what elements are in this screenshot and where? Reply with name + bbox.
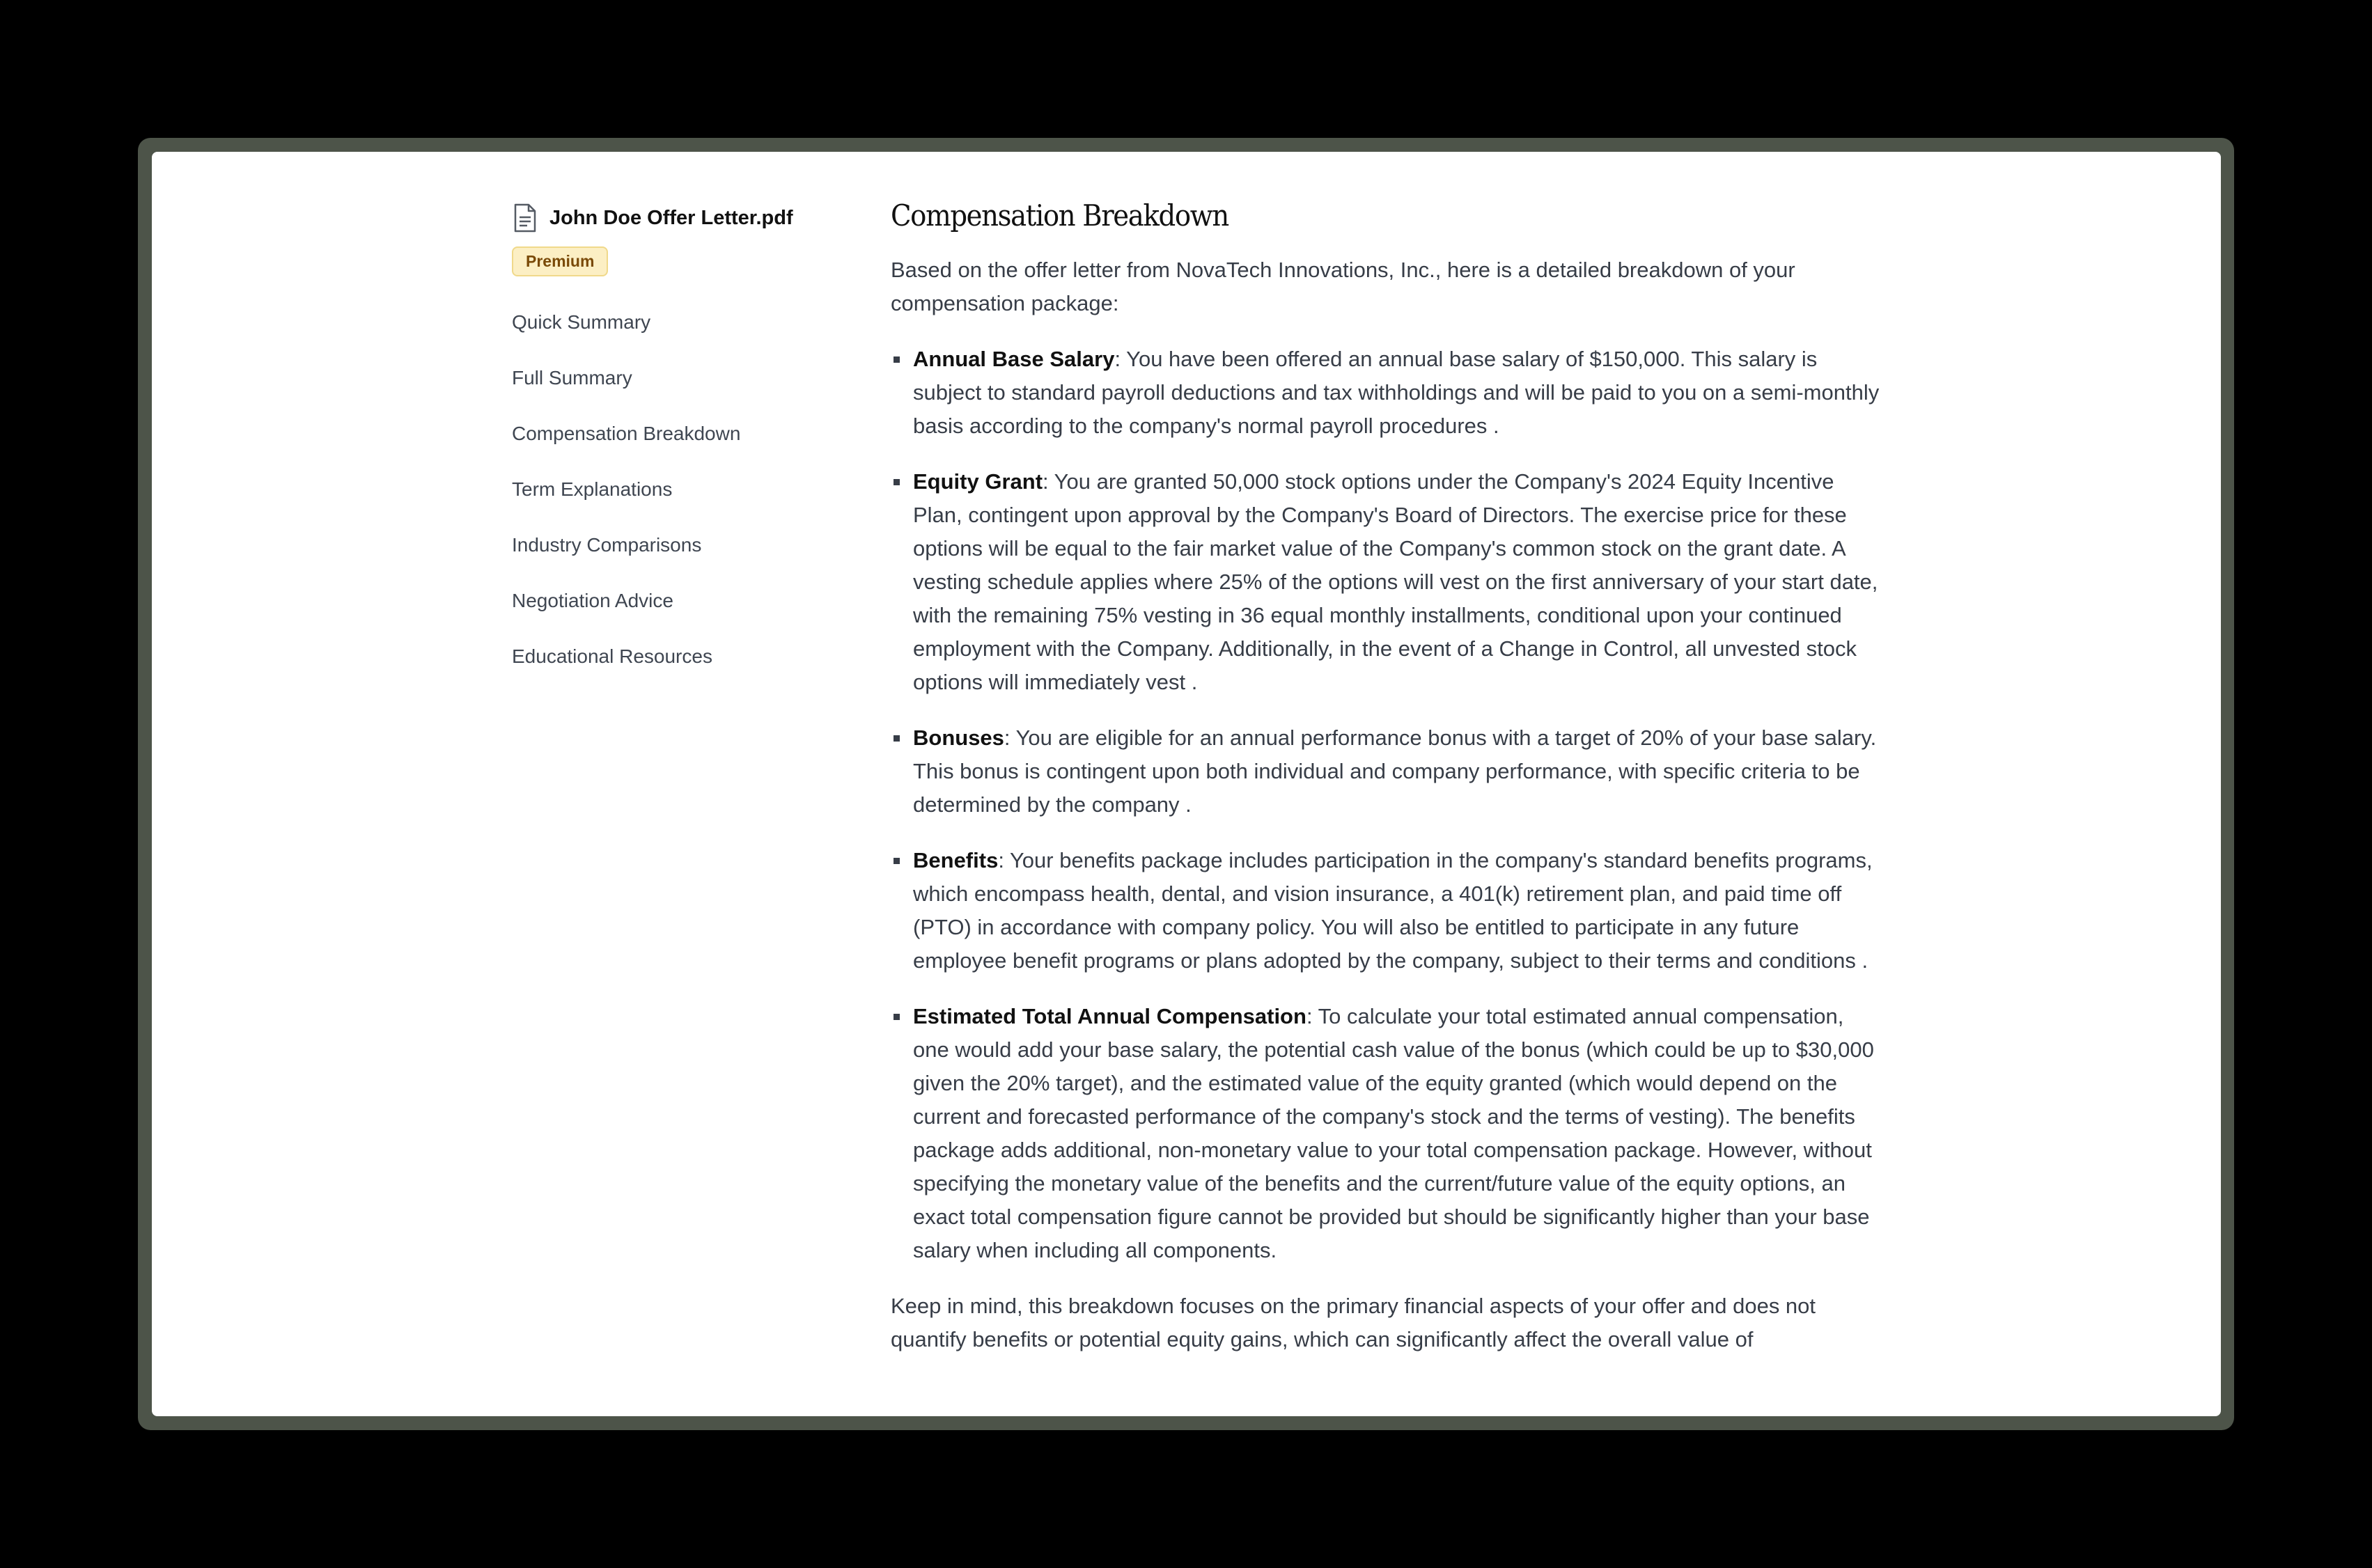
compensation-list — [891, 343, 1880, 1267]
section-nav — [512, 308, 874, 698]
nav-item-term-explanations[interactable]: Term Explanations — [512, 478, 673, 500]
page-title: Compensation Breakdown — [891, 198, 1228, 233]
bullet-text: : You are granted 50,000 stock options under the Company's 2024 Equity Incentive Plan, contingent upon approval by the Company's Board of Directors. The exercise price for these options will be equal to the fair market value of the Company's common stock on the grant date. A vesting schedule applies where 25% of the options will vest on the first anniversary of your start date, with the remaining 75% vesting in 36 equal monthly installments, conditional upon your continued employment with the Company. Additionally, in the event of a Change in Control, all unvested stock options will immediately vest . — [913, 469, 1878, 694]
nav-item-quick-summary[interactable]: Quick Summary — [512, 311, 651, 333]
list-item-base-salary — [891, 343, 1880, 443]
bullet-text: : To calculate your total estimated annual compensation, one would add your base salary, the potential cash value of the bonus (which could be up to $30,000 given the 20% target), and the estimated value of the equity granted (which would depend on the current and forecasted performance of the company's stock and the terms of vesting). The benefits package adds additional, non-monetary value to your total compensation package. However, without specifying the monetary value of the benefits and the current/future value of the equity options, an exact total compensation figure cannot be provided but should be significantly higher than your base salary when including all components. — [913, 1004, 1874, 1262]
premium-badge: Premium — [512, 246, 608, 276]
bullet-term: Equity Grant — [913, 469, 1043, 494]
bullet-marker — [894, 735, 900, 742]
bullet-term: Bonuses — [913, 726, 1004, 750]
bullet-term: Benefits — [913, 848, 999, 872]
bullet-marker — [894, 858, 900, 864]
app-window — [152, 152, 2221, 1416]
file-header — [512, 201, 874, 235]
list-item-total-compensation — [891, 1000, 1880, 1267]
bullet-term: Annual Base Salary — [913, 347, 1115, 371]
list-item-bonuses — [891, 721, 1880, 822]
nav-item-educational-resources[interactable]: Educational Resources — [512, 645, 712, 667]
closing-paragraph: Keep in mind, this breakdown focuses on the primary financial aspects of your offer and does not quantify benefits or potential equity gains, which can significantly affect the overall value of — [891, 1294, 1816, 1351]
bullet-text: : Your benefits package includes participation in the company's standard benefits programs, which encompass health, dental, and vision insurance, a 401(k) retirement plan, and paid time off (PTO) in accordance with company policy. You will also be entitled to participate in any future employee benefit programs or plans adopted by the company, subject to their terms and conditions . — [913, 848, 1873, 973]
list-item-equity-grant — [891, 465, 1880, 699]
nav-item-compensation-breakdown[interactable]: Compensation Breakdown — [512, 423, 741, 444]
bullet-marker — [894, 356, 900, 363]
list-item-benefits — [891, 844, 1880, 978]
intro-paragraph: Based on the offer letter from NovaTech Innovations, Inc., here is a detailed breakdown of your compensation package: — [891, 258, 1795, 315]
bullet-text: : You are eligible for an annual performance bonus with a target of 20% of your base salary. This bonus is contingent upon both individual and company performance, with specific criteria to be determined by the company . — [913, 726, 1877, 817]
bullet-marker — [894, 479, 900, 485]
bullet-term: Estimated Total Annual Compensation — [913, 1004, 1306, 1028]
bullet-marker — [894, 1014, 900, 1020]
nav-item-negotiation-advice[interactable]: Negotiation Advice — [512, 590, 673, 611]
bullet-text: : You have been offered an annual base salary of $150,000. This salary is subject to standard payroll deductions and tax withholdings and will be paid to you on a semi-monthly basis according to the company's normal payroll procedures . — [913, 347, 1880, 438]
nav-item-industry-comparisons[interactable]: Industry Comparisons — [512, 534, 702, 556]
file-name: John Doe Offer Letter.pdf — [549, 206, 793, 229]
document-icon — [512, 203, 538, 233]
main-content — [891, 195, 1880, 1356]
sidebar — [512, 201, 874, 698]
nav-item-full-summary[interactable]: Full Summary — [512, 367, 632, 389]
